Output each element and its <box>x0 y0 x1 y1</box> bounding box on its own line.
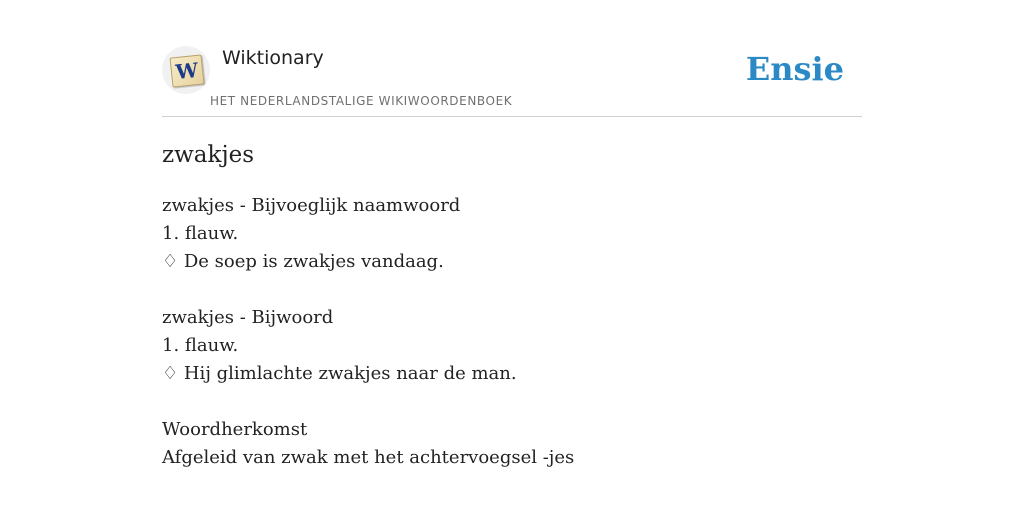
definition: 1. flauw. <box>162 335 239 356</box>
wiktionary-logo-icon[interactable] <box>162 46 210 94</box>
brand-logo[interactable]: Ensie <box>745 50 844 88</box>
etymology-section <box>162 416 574 472</box>
entry-section-adjective <box>162 192 574 276</box>
section-heading: zwakjes - Bijwoord <box>162 307 334 328</box>
spacer <box>162 388 574 416</box>
example-sentence: ♢ Hij glimlachte zwakjes naar de man. <box>162 363 517 384</box>
spacer <box>162 276 574 304</box>
example-sentence: ♢ De soep is zwakjes vandaag. <box>162 251 444 272</box>
site-name[interactable]: Wiktionary <box>222 47 324 69</box>
definition: 1. flauw. <box>162 223 239 244</box>
etymology-heading: Woordherkomst <box>162 419 308 440</box>
site-header <box>162 46 862 117</box>
entry-content <box>162 192 574 472</box>
section-heading: zwakjes - Bijvoeglijk naamwoord <box>162 195 461 216</box>
etymology-text: Afgeleid van zwak met het achtervoegsel -jes <box>162 447 575 468</box>
site-tagline: HET NEDERLANDSTALIGE WIKIWOORDENBOEK <box>210 94 513 108</box>
page-title: zwakjes <box>162 142 254 168</box>
logo-tile: W <box>170 54 205 87</box>
entry-section-adverb <box>162 304 574 388</box>
